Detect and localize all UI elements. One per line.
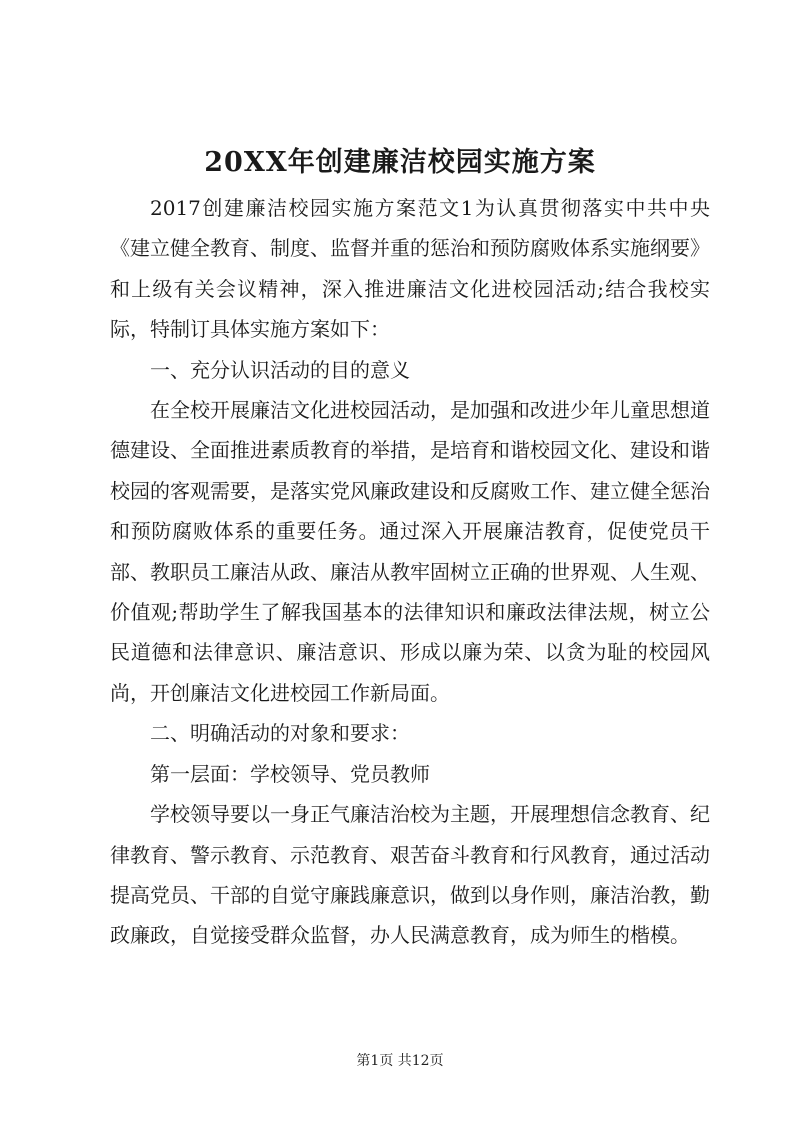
section-1-paragraph: 在全校开展廉洁文化进校园活动，是加强和改进少年儿童思想道德建设、全面推进素质教育的举措，是培育和谐校园文化、建设和谐校园的客观需要，是落实党风廉政建设和反腐败工作、建立健全惩治和预防腐败体系的重要任务。通过深入开展廉洁教育，促使党员干部、教职员工廉洁从政、廉洁从教牢固树立正确的世界观、人生观、价值观;帮助学生了解我国基本的法律知识和廉政法律法规，树立公民道德和法律意识、廉洁意识、形成以廉为荣、以贪为耻的校园风尚，开创廉洁文化进校园工作新局面。 bbox=[110, 398, 710, 705]
page-number-footer: 第1页 共12页 bbox=[356, 1053, 444, 1069]
section-heading-1: 一、充分认识活动的目的意义 bbox=[150, 357, 410, 382]
document-body bbox=[110, 188, 710, 956]
section-heading-2: 二、明确活动的对象和要求： bbox=[150, 721, 410, 746]
subsection-heading-1: 第一层面：学校领导、党员教师 bbox=[150, 761, 430, 786]
intro-paragraph: 2017创建廉洁校园实施方案范文1为认真贯彻落实中共中央《建立健全教育、制度、监督并重的惩治和预防腐败体系实施纲要》和上级有关会议精神，深入推进廉洁文化进校园活动;结合我校实际，特制订具体实施方案如下： bbox=[110, 196, 710, 342]
subsection-1-paragraph: 学校领导要以一身正气廉洁治校为主题，开展理想信念教育、纪律教育、警示教育、示范教育、艰苦奋斗教育和行风教育，通过活动提高党员、干部的自觉守廉践廉意识，做到以身作则，廉洁治教，勤政廉政，自觉接受群众监督，办人民满意教育，成为师生的楷模。 bbox=[110, 802, 710, 948]
document-title: 20XX年创建廉洁校园实施方案 bbox=[204, 147, 596, 178]
